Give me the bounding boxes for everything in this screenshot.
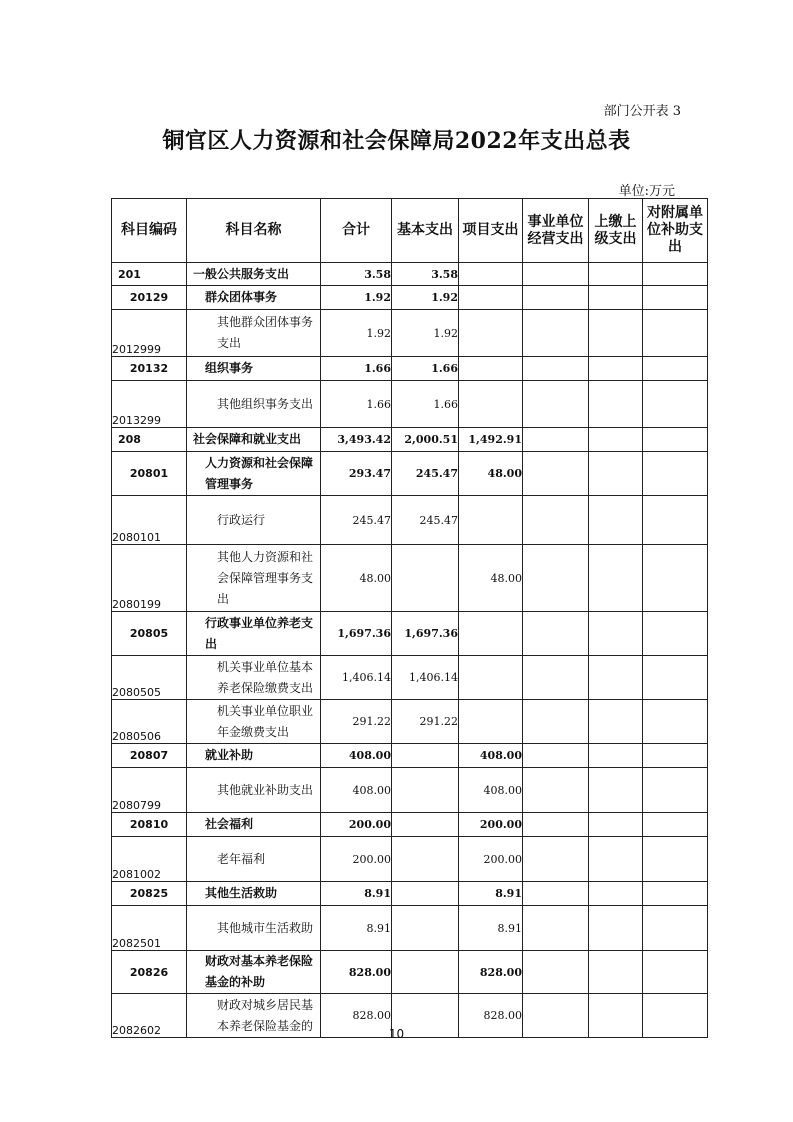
page-title: 铜官区人力资源和社会保障局2022年支出总表 — [162, 128, 631, 154]
row-total: 3,493.42 — [321, 428, 392, 452]
table-row — [112, 357, 708, 381]
row-basic — [392, 882, 459, 906]
row-business — [523, 768, 589, 813]
row-subsidy — [643, 545, 708, 612]
table-row — [112, 906, 708, 951]
row-name: 财政对基本养老保险基金的补助 — [187, 951, 321, 994]
row-basic: 1.92 — [392, 286, 459, 310]
row-name: 其他就业补助支出 — [187, 768, 321, 813]
row-name: 机关事业单位职业年金缴费支出 — [187, 700, 321, 744]
row-basic — [392, 744, 459, 768]
row-business — [523, 951, 589, 994]
row-business — [523, 656, 589, 700]
row-name: 行政事业单位养老支出 — [187, 612, 321, 656]
row-name: 就业补助 — [187, 744, 321, 768]
row-code: 20807 — [112, 744, 187, 768]
row-subsidy — [643, 612, 708, 656]
row-project: 48.00 — [459, 452, 523, 496]
row-name: 其他生活救助 — [187, 882, 321, 906]
row-total: 200.00 — [321, 813, 392, 837]
row-business — [523, 496, 589, 545]
table-row — [112, 545, 708, 612]
row-total: 200.00 — [321, 837, 392, 882]
row-total: 8.91 — [321, 882, 392, 906]
row-remit — [589, 656, 643, 700]
row-name: 机关事业单位基本养老保险缴费支出 — [187, 656, 321, 700]
table-row — [112, 496, 708, 545]
row-name: 其他组织事务支出 — [187, 381, 321, 428]
row-subsidy — [643, 286, 708, 310]
row-basic: 245.47 — [392, 452, 459, 496]
row-subsidy — [643, 357, 708, 381]
row-project: 200.00 — [459, 837, 523, 882]
row-basic — [392, 951, 459, 994]
header-code: 科目编码 — [112, 199, 187, 263]
row-business — [523, 837, 589, 882]
row-subsidy — [643, 768, 708, 813]
row-basic: 1,406.14 — [392, 656, 459, 700]
row-business — [523, 286, 589, 310]
header-business: 事业单位经营支出 — [523, 199, 589, 263]
header-name: 科目名称 — [187, 199, 321, 263]
table-row — [112, 656, 708, 700]
row-remit — [589, 700, 643, 744]
row-code: 20129 — [112, 286, 187, 310]
row-subsidy — [643, 428, 708, 452]
row-remit — [589, 545, 643, 612]
row-total: 1.92 — [321, 286, 392, 310]
row-project: 828.00 — [459, 994, 523, 1038]
row-business — [523, 452, 589, 496]
row-project: 828.00 — [459, 951, 523, 994]
row-project: 408.00 — [459, 744, 523, 768]
table-row — [112, 700, 708, 744]
row-remit — [589, 951, 643, 994]
row-business — [523, 906, 589, 951]
row-total: 8.91 — [321, 906, 392, 951]
row-subsidy — [643, 381, 708, 428]
row-basic: 1.92 — [392, 310, 459, 357]
row-code: 20810 — [112, 813, 187, 837]
row-code: 2013299 — [112, 381, 187, 428]
row-subsidy — [643, 452, 708, 496]
row-remit — [589, 813, 643, 837]
row-business — [523, 428, 589, 452]
header-remit: 上缴上级支出 — [589, 199, 643, 263]
row-project: 1,492.91 — [459, 428, 523, 452]
row-name: 其他城市生活救助 — [187, 906, 321, 951]
row-basic: 291.22 — [392, 700, 459, 744]
row-basic: 1,697.36 — [392, 612, 459, 656]
row-total: 245.47 — [321, 496, 392, 545]
row-remit — [589, 612, 643, 656]
row-total: 1.66 — [321, 381, 392, 428]
row-project: 8.91 — [459, 906, 523, 951]
row-name: 群众团体事务 — [187, 286, 321, 310]
table-header-row — [112, 199, 708, 263]
row-total: 828.00 — [321, 951, 392, 994]
table-row — [112, 263, 708, 286]
row-code: 20805 — [112, 612, 187, 656]
table-row — [112, 381, 708, 428]
row-remit — [589, 744, 643, 768]
row-project — [459, 496, 523, 545]
row-project — [459, 357, 523, 381]
row-basic: 1.66 — [392, 381, 459, 428]
expenditure-table — [111, 198, 708, 1038]
row-code: 2082602 — [112, 994, 187, 1038]
row-total: 1.92 — [321, 310, 392, 357]
row-business — [523, 357, 589, 381]
row-remit — [589, 906, 643, 951]
table-row — [112, 768, 708, 813]
row-code: 20801 — [112, 452, 187, 496]
row-subsidy — [643, 951, 708, 994]
row-remit — [589, 381, 643, 428]
row-subsidy — [643, 744, 708, 768]
row-business — [523, 700, 589, 744]
row-total: 3.58 — [321, 263, 392, 286]
table-row — [112, 452, 708, 496]
row-business — [523, 612, 589, 656]
row-remit — [589, 428, 643, 452]
row-project — [459, 310, 523, 357]
row-project: 408.00 — [459, 768, 523, 813]
row-subsidy — [643, 263, 708, 286]
row-name: 行政运行 — [187, 496, 321, 545]
row-remit — [589, 310, 643, 357]
row-basic: 245.47 — [392, 496, 459, 545]
row-subsidy — [643, 906, 708, 951]
row-code: 2080505 — [112, 656, 187, 700]
row-name: 社会保障和就业支出 — [187, 428, 321, 452]
table-row — [112, 837, 708, 882]
row-subsidy — [643, 700, 708, 744]
row-code: 20132 — [112, 357, 187, 381]
row-remit — [589, 882, 643, 906]
row-total: 828.00 — [321, 994, 392, 1038]
row-total: 1.66 — [321, 357, 392, 381]
row-basic — [392, 813, 459, 837]
row-remit — [589, 452, 643, 496]
table-row — [112, 428, 708, 452]
row-project: 48.00 — [459, 545, 523, 612]
row-code: 2012999 — [112, 310, 187, 357]
row-total: 48.00 — [321, 545, 392, 612]
row-subsidy — [643, 656, 708, 700]
header-total: 合计 — [321, 199, 392, 263]
row-code: 2082501 — [112, 906, 187, 951]
row-name: 组织事务 — [187, 357, 321, 381]
table-row — [112, 951, 708, 994]
row-subsidy — [643, 882, 708, 906]
row-code: 20826 — [112, 951, 187, 994]
table-row — [112, 813, 708, 837]
row-total: 291.22 — [321, 700, 392, 744]
row-remit — [589, 496, 643, 545]
page-number: 10 — [388, 1027, 405, 1041]
row-total: 1,697.36 — [321, 612, 392, 656]
row-business — [523, 882, 589, 906]
row-project: 8.91 — [459, 882, 523, 906]
row-project — [459, 656, 523, 700]
row-project — [459, 286, 523, 310]
row-remit — [589, 837, 643, 882]
row-name: 老年福利 — [187, 837, 321, 882]
row-code: 201 — [112, 263, 187, 286]
row-remit — [589, 286, 643, 310]
row-code: 2080799 — [112, 768, 187, 813]
row-basic — [392, 906, 459, 951]
row-subsidy — [643, 496, 708, 545]
row-basic — [392, 837, 459, 882]
table-row — [112, 882, 708, 906]
row-subsidy — [643, 813, 708, 837]
row-project: 200.00 — [459, 813, 523, 837]
row-total: 293.47 — [321, 452, 392, 496]
document-label: 部门公开表 3 — [603, 104, 681, 119]
row-name: 一般公共服务支出 — [187, 263, 321, 286]
row-business — [523, 263, 589, 286]
table-row — [112, 310, 708, 357]
row-project — [459, 700, 523, 744]
unit-label: 单位:万元 — [618, 184, 675, 199]
row-name: 人力资源和社会保障管理事务 — [187, 452, 321, 496]
row-basic — [392, 545, 459, 612]
table-row — [112, 286, 708, 310]
row-code: 20825 — [112, 882, 187, 906]
row-business — [523, 545, 589, 612]
row-name: 其他群众团体事务支出 — [187, 310, 321, 357]
row-basic: 1.66 — [392, 357, 459, 381]
row-basic: 2,000.51 — [392, 428, 459, 452]
header-project: 项目支出 — [459, 199, 523, 263]
row-name: 财政对城乡居民基本养老保险基金的 — [187, 994, 321, 1038]
row-project — [459, 612, 523, 656]
row-total: 408.00 — [321, 768, 392, 813]
row-total: 408.00 — [321, 744, 392, 768]
row-remit — [589, 263, 643, 286]
table-row — [112, 744, 708, 768]
row-project — [459, 263, 523, 286]
row-code: 2080199 — [112, 545, 187, 612]
row-subsidy — [643, 837, 708, 882]
row-code: 208 — [112, 428, 187, 452]
row-business — [523, 310, 589, 357]
row-business — [523, 744, 589, 768]
header-basic: 基本支出 — [392, 199, 459, 263]
row-basic: 3.58 — [392, 263, 459, 286]
row-code: 2080506 — [112, 700, 187, 744]
row-code: 2081002 — [112, 837, 187, 882]
row-business — [523, 381, 589, 428]
header-subsidy: 对附属单位补助支出 — [643, 199, 708, 263]
row-code: 2080101 — [112, 496, 187, 545]
row-remit — [589, 357, 643, 381]
row-name: 社会福利 — [187, 813, 321, 837]
row-total: 1,406.14 — [321, 656, 392, 700]
row-name: 其他人力资源和社会保障管理事务支出 — [187, 545, 321, 612]
table-row — [112, 612, 708, 656]
row-basic — [392, 768, 459, 813]
row-subsidy — [643, 310, 708, 357]
row-business — [523, 813, 589, 837]
row-remit — [589, 768, 643, 813]
row-project — [459, 381, 523, 428]
